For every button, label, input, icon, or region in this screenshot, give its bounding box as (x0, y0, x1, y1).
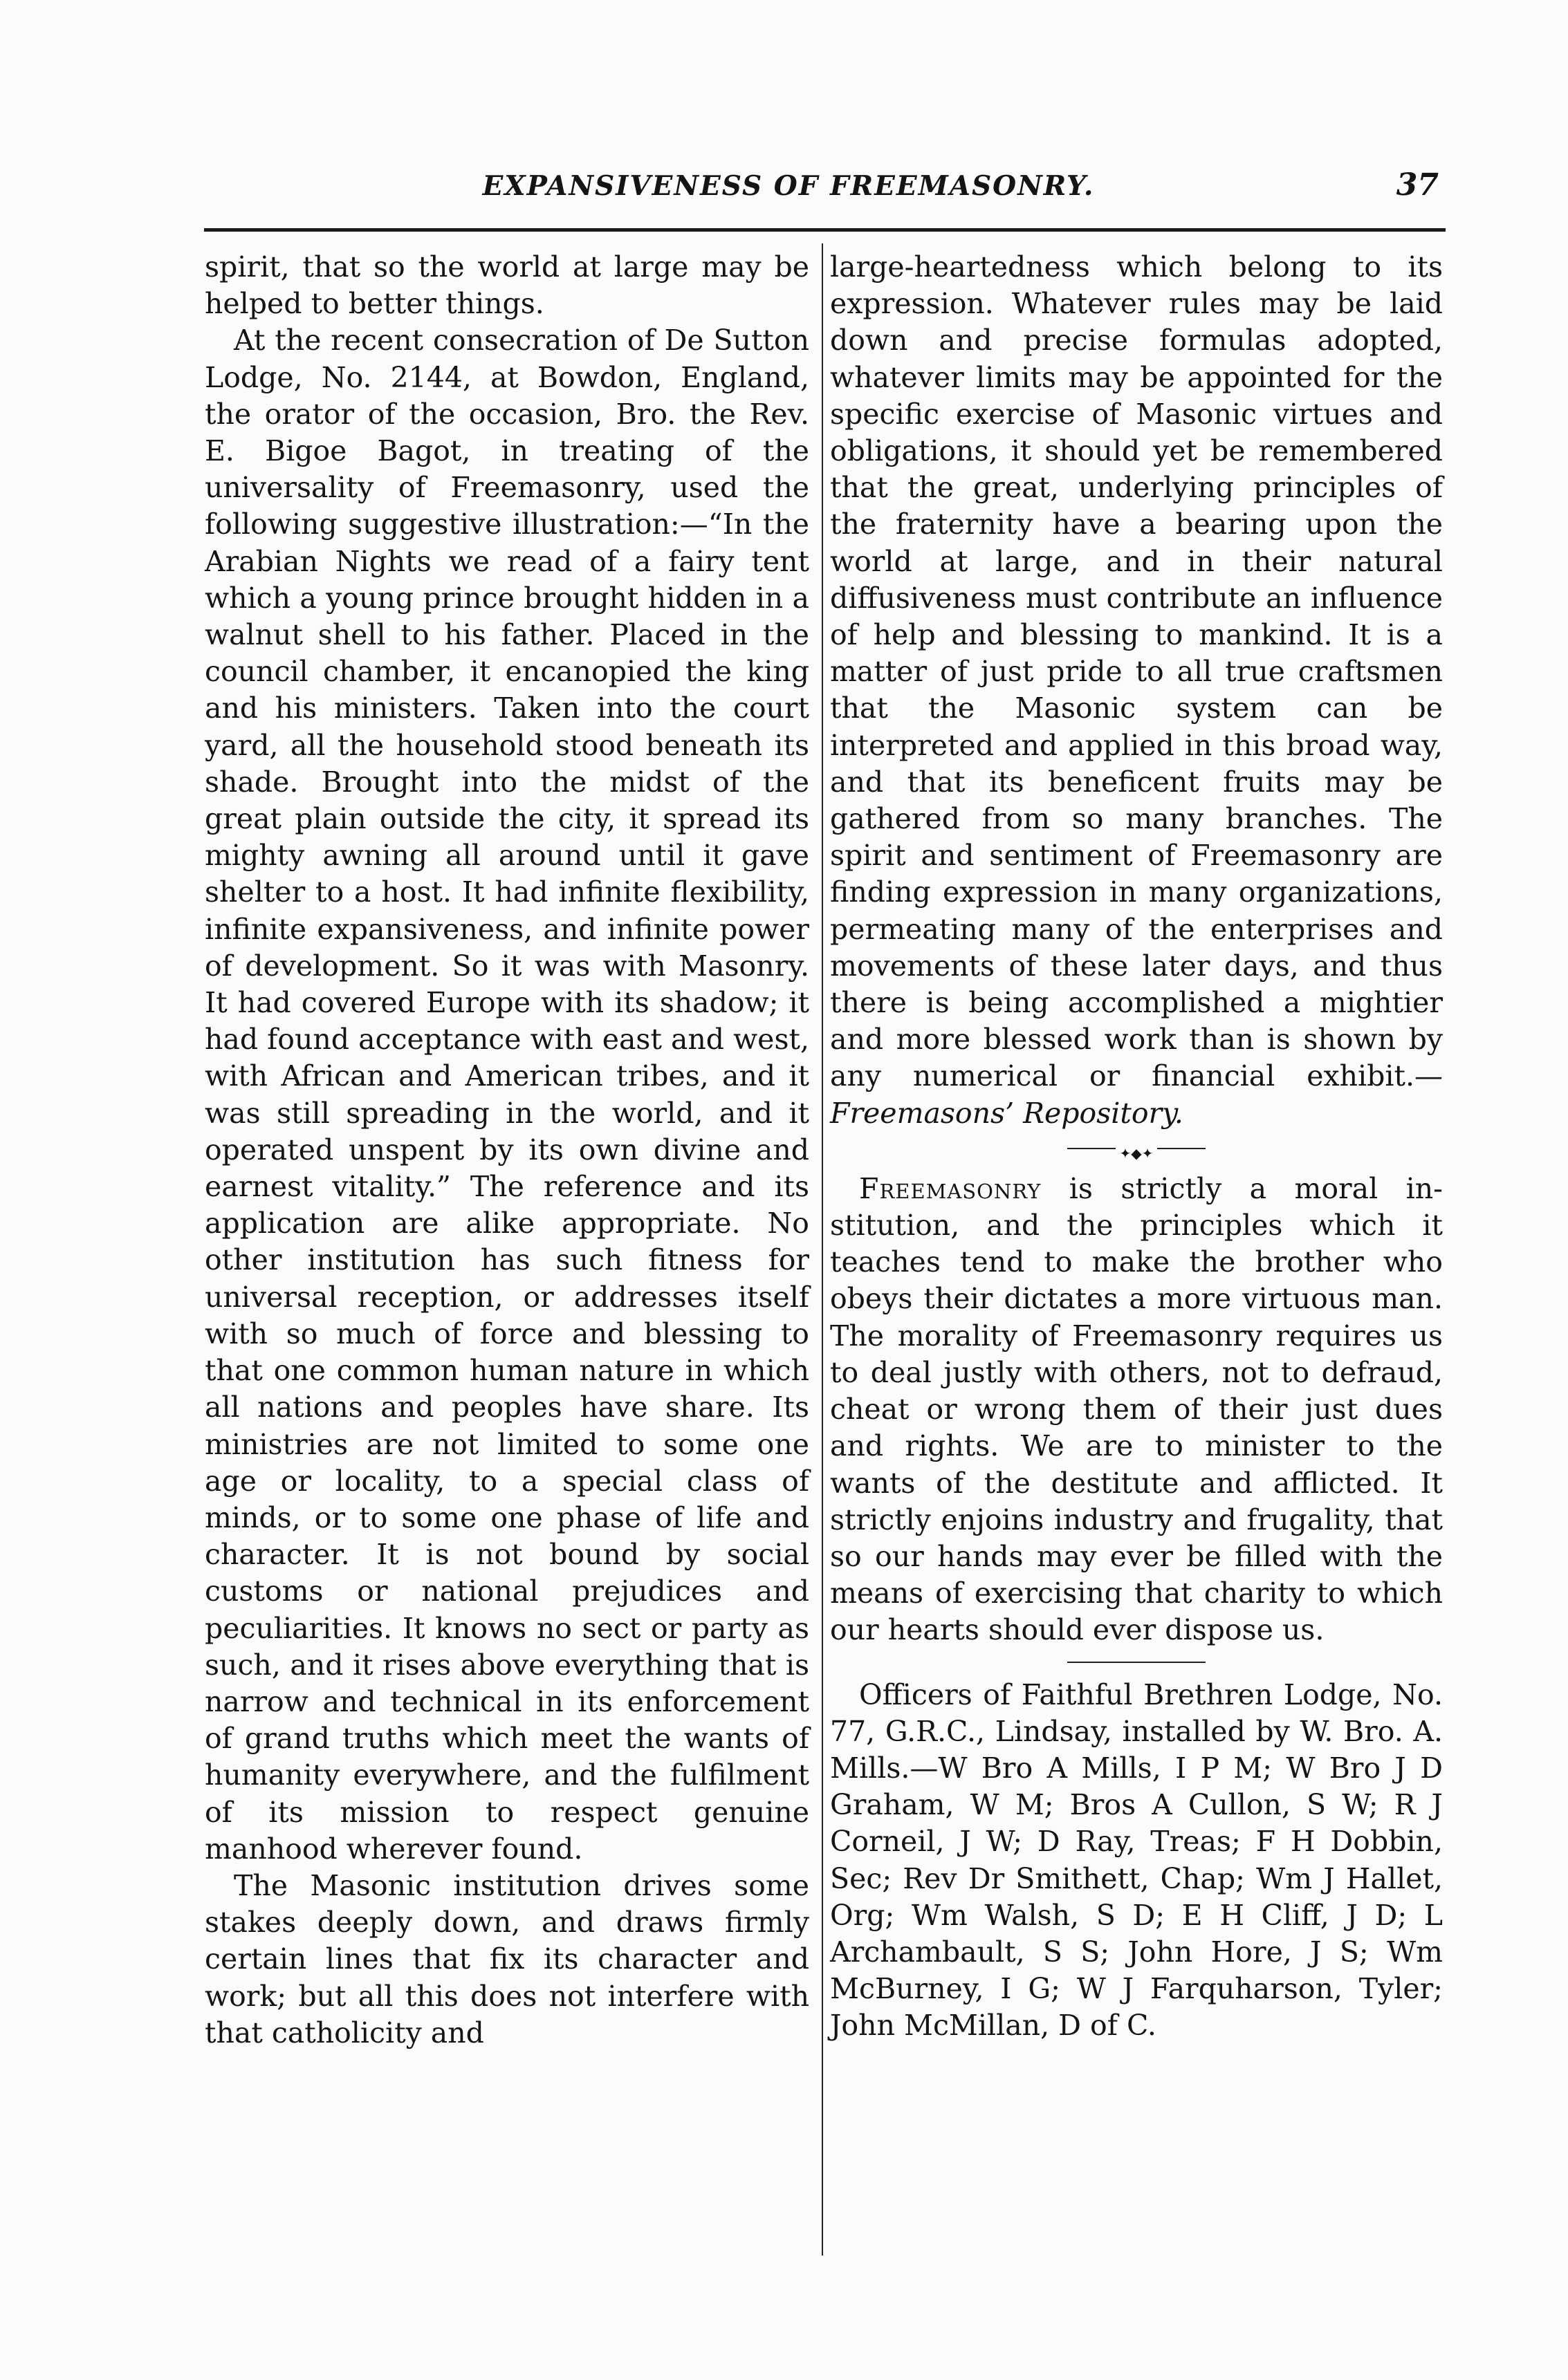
ornament-glyph: ✦◆✦ (1116, 1145, 1158, 1162)
short-separator-rule (1067, 1662, 1206, 1663)
header-rule (204, 228, 1446, 232)
left-column (205, 249, 809, 2052)
lead-word: Freemasonry (859, 1171, 1042, 1205)
paragraph: The Masonic institution drives some stakes deeply down, and draws firmly certain lines that fix its character and work; but all this does not interfere with that catholicity and (205, 1868, 809, 2049)
running-title: EXPANSIVENESS OF FREEMASONRY. (482, 170, 1095, 202)
paragraph: Officers of Faithful Brethren Lodge, No. 77, G.R.C., Lindsay, installed by W. Bro. A. Mills.—W Bro A Mills, I P M; W Bro J D Graham, W M; Bros A Cullon, S W; R J Corneil, J W; D Ray, Treas; F H Dobbin, Sec; Rev Dr Smithett, Chap; Wm J Hallet, Org; Wm Walsh, S D; E H Cliff, J D; L Archambault, S S; John Hore, J S; Wm McBurney, I G; W J Farquharson, Tyler; John McMillan, D of C. (830, 1677, 1443, 2043)
ornamental-separator (1067, 1142, 1206, 1162)
page-header (201, 167, 1439, 212)
paragraph-text: large-heartedness which belong to its expression. Whatever rules may be laid down and precise formulas adopted, whatever limits may be appointed for the specific exercise of Masonic virtues and obligations, it should yet be remembered that the great, underlying principles of the fraternity have a bearing upon the world at large, and in their natural diffusiveness must contribute an influence of help and blessing to mankind. It is a matter of just pride to all true craftsmen that the Masonic system can be interpreted and applied in this broad way, and that its beneficent fruits may be gathered from so many branches. The spirit and sentiment of Freemasonry are finding expression in many organizations, permeating many of the enterprises and movements of these later days, and thus there is being accomplished a mightier and more blessed work than is shown by any numerical or financial exhibit.— (830, 250, 1443, 1093)
page-number: 37 (1396, 167, 1439, 203)
paragraph (830, 1171, 1443, 1649)
paragraph-text: is strictly a moral institution, and the principles which it teaches tend to make the brother who obeys their dictates a more virtuous man. The morality of Freemasonry requires us to deal justly with others, not to defraud, cheat or wrong them of their just dues and rights. We are to minister to the wants of the destitute and afflicted. It strictly enjoins industry and frugality, that so our hands may ever be filled with the means of exercising that charity to which our hearts should ever dispose us. (830, 1171, 1443, 1647)
source-citation: Freemasons’ Repository. (830, 1096, 1183, 1130)
right-column (830, 249, 1443, 2045)
column-divider (822, 243, 823, 2256)
paragraph: spirit, that so the world at large may be helped to better things. (205, 250, 809, 321)
paragraph: At the recent consecration of De Sutton Lodge, No. 2144, at Bowdon, England, the orator of the occasion, Bro. the Rev. E. Bigoe Bagot, in treating of the universality of Freemasonry, used the following suggestive illustration:—“In the Arabian Nights we read of a fairy tent which a young prince brought hidden in a walnut shell to his father. Placed in the council chamber, it encanopied the king and his ministers. Taken into the court yard, all the household stood beneath its shade. Brought into the midst of the great plain outside the city, it spread its mighty awning all around until it gave shelter to a host. It had infinite flexibility, infinite expansiveness, and infinite power of development. So it was with Masonry. It had covered Europe with its shadow; it had found acceptance with east and west, with African and American tribes, and it was still spreading in the world, and it operated unspent by its own divine and earnest vitality.” The reference and its application are alike appropriate. No other institution has such fitness for universal reception, or addresses itself with so much of force and blessing to that one common human nature in which all nations and peoples have share. Its ministries are not limited to some one age or locality, to a special class of minds, or to some one phase of life and character. It is not bound by social customs or national prejudices and peculiarities. It knows no sect or party as such, and it rises above everything that is narrow and technical in its enforcement of grand truths which meet the wants of humanity everywhere, and the fulfilment of its mission to respect genuine manhood wherever found. (205, 324, 809, 1866)
paragraph (830, 249, 1443, 1132)
